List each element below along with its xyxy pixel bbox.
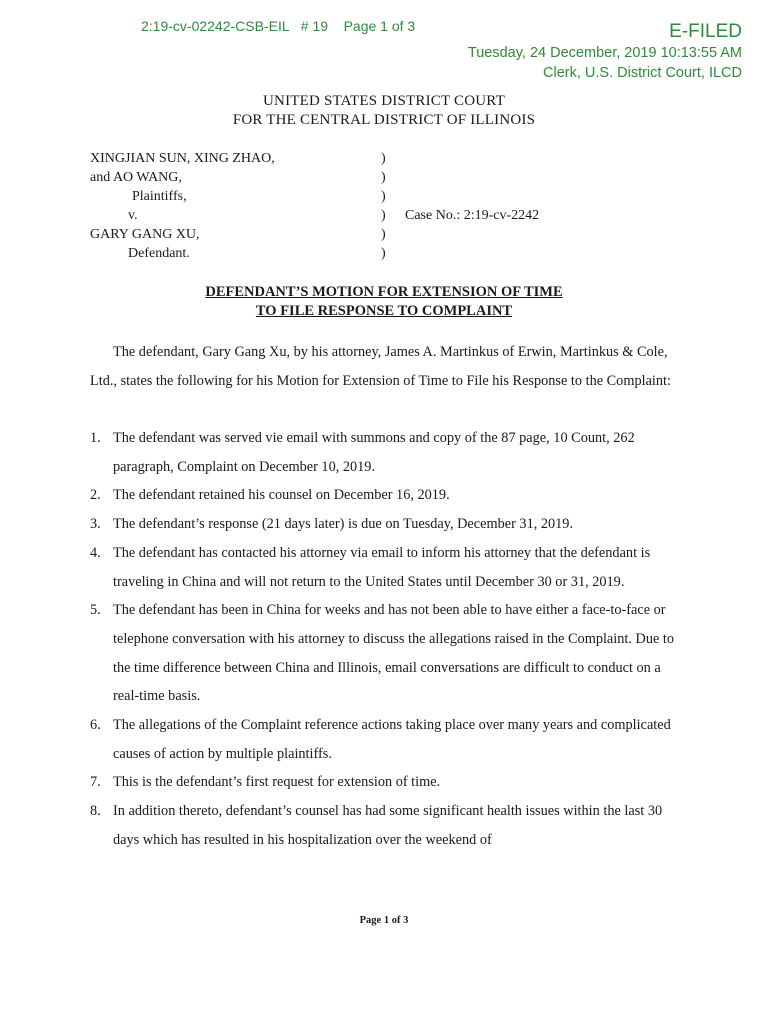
plaintiffs-line-2: and AO WANG, [90,170,182,185]
case-number: Case No.: 2:19-cv-2242 [405,208,540,223]
plaintiffs-line-1: XINGJIAN SUN, XING ZHAO, [90,151,275,166]
efiled-timestamp: Tuesday, 24 December, 2019 10:13:55 AM [467,45,742,61]
page-footer: Page 1 of 3 [359,915,409,926]
item-text: The defendant was served vie email with summons and copy of the 87 page, 10 Count, 262 paragraph, Complaint on December 10, 2019. [113,430,635,475]
caption-paren: ) [381,246,386,261]
item-text: This is the defendant’s first request for extension of time. [113,774,441,791]
court-district: FOR THE CENTRAL DISTRICT OF ILLINOIS [232,112,536,128]
court-name: UNITED STATES DISTRICT COURT [263,93,505,109]
list-item [90,510,680,539]
efiled-label: E-FILED [669,21,742,42]
item-text: The defendant has contacted his attorney via email to inform his attorney that the defendant is traveling in China and will not return to the United States until December 30 or 31, 2019. [113,544,651,590]
item-text: In addition thereto, defendant’s counsel has had some significant health issues within the last 30 days which has resulted in his hospitalization over the weekend of [113,803,663,848]
intro-paragraph: The defendant, Gary Gang Xu, by his attorney, James A. Martinkus of Erwin, Martinkus & Cole, Ltd., states the following for his Motion for Extension of Time to File his Response to the Complaint: [90,344,671,389]
list-item [90,481,680,510]
motion-title [0,283,768,321]
item-text: The allegations of the Complaint reference actions taking place over many years and complicated causes of action by multiple plaintiffs. [113,717,671,762]
list-item [90,711,680,768]
item-number: 7. [90,774,101,791]
list-item [90,768,680,797]
list-item [90,424,680,481]
defendant-role: Defendant. [128,246,190,261]
item-number: 6. [90,717,101,734]
caption-paren: ) [381,227,386,242]
efiled-clerk: Clerk, U.S. District Court, ILCD [543,65,742,81]
list-item [90,797,680,854]
court-heading [0,92,768,130]
ecf-header-stamp: 2:19-cv-02242-CSB-EIL # 19 Page 1 of 3 [141,18,416,34]
numbered-list [90,424,680,855]
item-number: 5. [90,602,101,619]
item-number: 8. [90,803,101,820]
caption-paren: ) [381,170,386,185]
list-item [90,539,680,596]
case-caption-parties [90,149,275,263]
item-number: 4. [90,544,101,561]
item-text: The defendant’s response (21 days later) is due on Tuesday, December 31, 2019. [113,516,574,533]
caption-paren: ) [381,151,386,166]
motion-title-line-2: TO FILE RESPONSE TO COMPLAINT [255,303,513,319]
caption-parentheses [381,149,386,263]
item-number: 1. [90,430,101,446]
caption-paren: ) [381,189,386,204]
item-number: 2. [90,487,101,504]
defendant-name: GARY GANG XU, [90,227,200,242]
caption-paren: ) [381,208,386,223]
efiled-stamp [468,21,742,83]
list-item [90,596,680,711]
versus: v. [128,208,138,223]
plaintiffs-role: Plaintiffs, [132,189,187,204]
item-text: The defendant retained his counsel on December 16, 2019. [113,487,450,504]
item-text: The defendant has been in China for weeks and has not been able to have either a face-to-face or telephone conversation with his attorney to discuss the allegations raised in the Complaint. Due to the time difference between China and Illinois, email conversations are difficult to conduct on a real-time basis. [113,602,675,705]
motion-title-line-1: DEFENDANT’S MOTION FOR EXTENSION OF TIME [205,284,563,300]
item-number: 3. [90,516,101,533]
